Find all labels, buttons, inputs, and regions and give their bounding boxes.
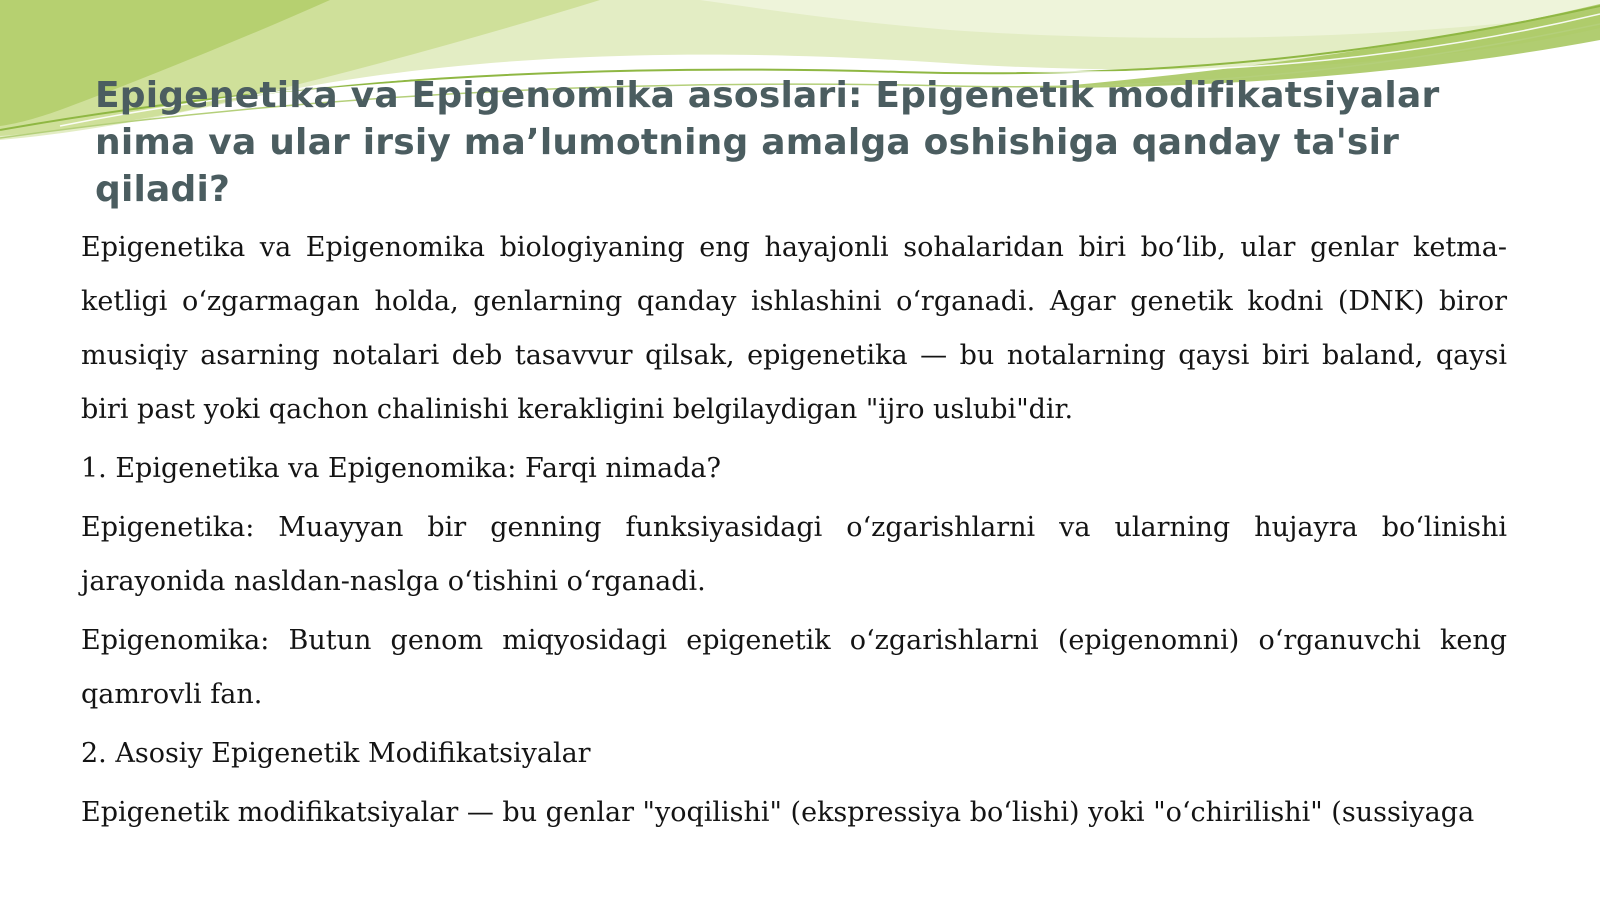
epigenomics-definition: Epigenomika: Butun genom miqyosidagi epigenetik oʻzgarishlarni (epigenomni) oʻrganuvchi keng qamrovli fan.: [81, 625, 1507, 710]
modifications-paragraph: Epigenetik modifikatsiyalar — bu genlar "yoqilishi" (ekspressiya boʻlishi) yoki "oʻchirilishi" (sussiyaga: [81, 797, 1475, 828]
intro-paragraph: Epigenetika va Epigenomika biologiyaning eng hayajonli sohalaridan biri boʻlib, ular genlar ketma-ketligi oʻzgarmagan holda, genlarning qanday ishlashini oʻrganadi. Agar genetik kodni (DNK) biror musiqiy asarning notalari deb tasavvur qilsak, epigenetika — bu notalarning qaysi biri baland, qaysi biri past yoki qachon chalinishi kerakligini belgilaydigan "ijro uslubi"dir.: [81, 232, 1507, 425]
slide-body: [81, 221, 1507, 845]
section-heading-2: 2. Asosiy Epigenetik Modifikatsiyalar: [81, 738, 591, 769]
section-heading-1: 1. Epigenetika va Epigenomika: Farqi nimada?: [81, 453, 721, 484]
slide-title: Epigenetika va Epigenomika asoslari: Epigenetik modifikatsiyalar nima va ular irsiy ma’lumotning amalga oshishiga qanday ta'sir qiladi?: [95, 75, 1440, 210]
epigenetics-definition: Epigenetika: Muayyan bir genning funksiyasidagi oʻzgarishlarni va ularning hujayra boʻlinishi jarayonida nasldan-naslga oʻtishini oʻrganadi.: [81, 512, 1507, 597]
